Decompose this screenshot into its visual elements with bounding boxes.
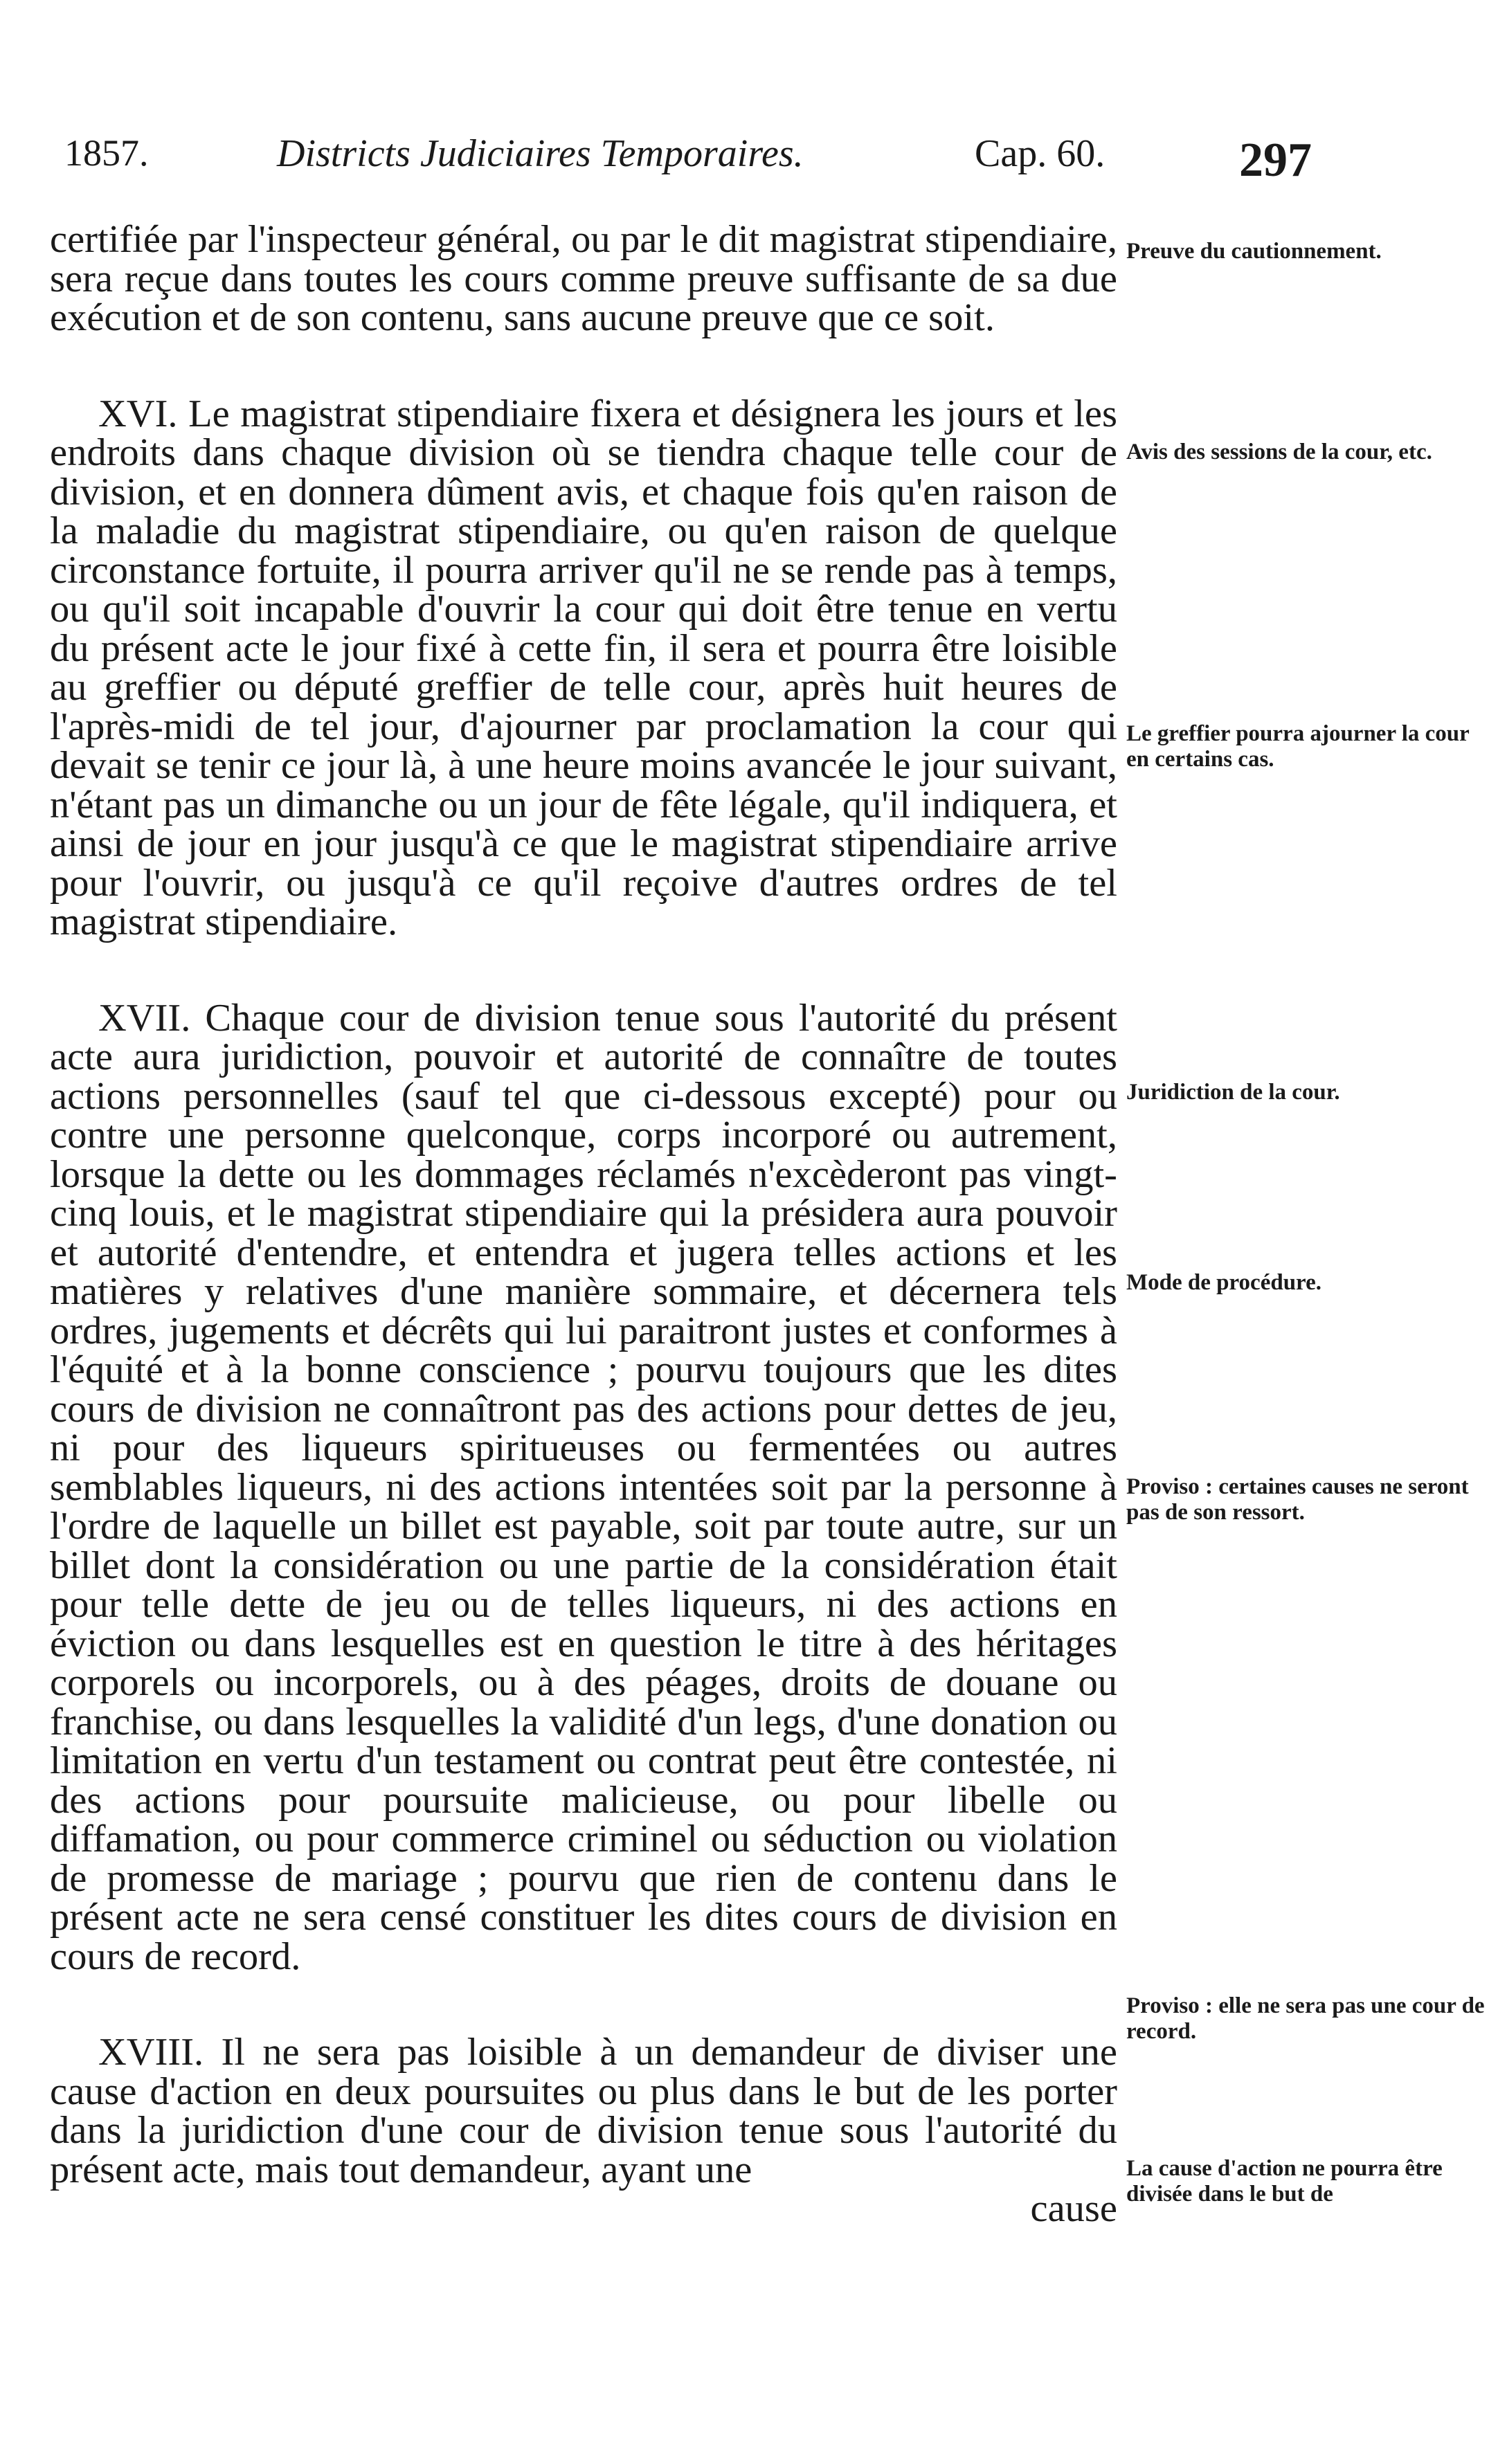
- margin-note: Avis des sessions de la cour, etc.: [1126, 440, 1432, 464]
- paragraph-continuation: certifiée par l'inspecteur général, ou par le dit magistrat stipendiaire, sera reçue dans toutes les cours comme preuve suffisante de sa due exécution et de son contenu, sans aucune preuve que ce soit.: [50, 218, 1117, 339]
- margin-note: Proviso : certaines causes ne seront pas de son ressort.: [1126, 1474, 1469, 1525]
- margin-note: Le greffier pourra ajourner la cour en certains cas.: [1126, 721, 1470, 772]
- header-year: 1857.: [64, 132, 149, 174]
- margin-notes: [1126, 0, 1486, 2207]
- margin-note: Mode de procédure.: [1126, 1270, 1321, 1295]
- paragraph-section-xvii: XVII. Chaque cour de division tenue sous l'autorité du présent acte aura juridiction, pouvoir et autorité de connaître de toutes actions personnelles (sauf tel que ci-dessous excepté) pour ou contre une personne quelconque, corps incorporé ou autrement, lorsque la dette ou les dommages réclamés n'excèderont pas vingt-cinq louis, et le magistrat stipendiaire qui la présidera aura pouvoir et autorité d'entendre, et entendra et jugera telles actions et les matières y relatives d'une manière sommaire, et décernera tels ordres, jugements et décrêts qui lui paraitront justes et conformes à l'équité et à la bonne conscience ; pourvu toujours que les dites cours de division ne connaîtront pas des actions pour dettes de jeu, ni pour des liqueurs spiritueuses ou fermentées ou autres semblables liqueurs, ni des actions intentées soit par la personne à l'ordre de laquelle un billet est payable, soit par toute autre, sur un billet dont la considération ou une partie de la considération était pour telle dette de jeu ou de telles liqueurs, ni des actions en éviction ou dans lesquelles est en question le titre à des héritages corporels ou incorporels, ou à des péages, droits de douane ou franchise, ou dans lesquelles la validité d'un legs, d'une donation ou limitation en vertu d'un testament ou contrat peut être contestée, ni des actions pour poursuite malicieuse, ou pour libelle ou diffamation, ou pour commerce criminel ou séduction ou violation de promesse de mariage ; pourvu que rien de contenu dans le présent acte ne sera censé constituer les dites cours de division en cours de record.: [50, 996, 1117, 1978]
- paragraph-section-xviii: XVIII. Il ne sera pas loisible à un demandeur de diviser une cause d'action en deux poursuites ou plus dans le but de les porter dans la juridiction d'une cour de division tenue sous l'autorité du présent acte, mais tout demandeur, ayant une: [50, 2031, 1117, 2191]
- margin-note: Preuve du cautionnement.: [1126, 239, 1382, 264]
- header-title: Districts Judiciaires Temporaires.: [277, 132, 804, 175]
- margin-note: La cause d'action ne pourra être divisée dans le but de: [1126, 2156, 1443, 2207]
- margin-note: Proviso : elle ne sera pas une cour de record.: [1126, 1993, 1485, 2044]
- main-text-column: [50, 220, 1117, 2229]
- page-number: 297: [1239, 134, 1312, 187]
- paragraph-section-xvi: XVI. Le magistrat stipendiaire fixera et désignera les jours et les endroits dans chaque division où se tiendra chaque telle cour de division, et en donnera dûment avis, et chaque fois qu'en raison de la maladie du magistrat stipendiaire, ou qu'en raison de quelque circonstance fortuite, il pourra arriver qu'il ne se rende pas à temps, ou qu'il soit incapable d'ouvrir la cour qui doit être tenue en vertu du présent acte le jour fixé à cette fin, il sera et pourra être loisible au greffier ou député greffier de telle cour, après huit heures de l'après-midi de tel jour, d'ajourner par proclamation la cour qui devait se tenir ce jour là, à une heure moins avancée le jour suivant, n'étant pas un dimanche ou un jour de fête légale, qu'il indiquera, et ainsi de jour en jour jusqu'à ce que le magistrat stipendiaire arrive pour l'ouvrir, ou jusqu'à ce qu'il reçoive d'autres ordres de tel magistrat stipendiaire.: [50, 392, 1117, 943]
- catchword: cause: [1030, 2187, 1117, 2230]
- margin-note: Juridiction de la cour.: [1126, 1080, 1340, 1105]
- header-chapter: Cap. 60.: [975, 132, 1106, 175]
